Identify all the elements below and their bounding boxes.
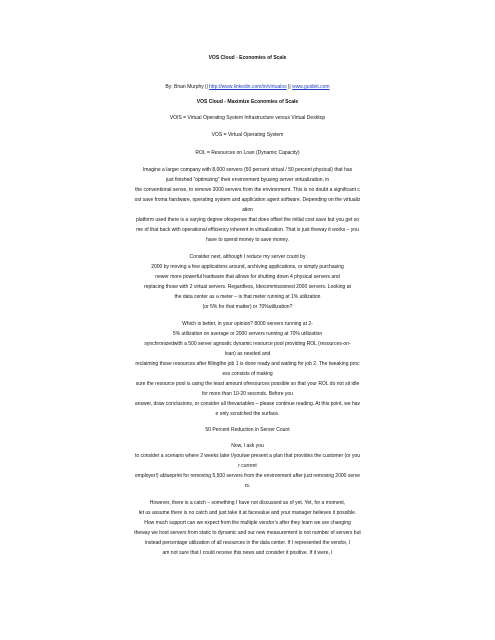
paragraph1-line: have to spend money to save money. [206, 237, 289, 243]
paragraph3-line: e only scratched the surface. [215, 411, 280, 417]
paragraph5-line: instead percentage utilization of all resources in the data center. If I represented the vendor, I [144, 540, 351, 546]
paragraph1-line: me of that back with operational efficiency inherent in virtualization. That is just theway it works – you [136, 227, 359, 233]
paragraph2-line: replacing those with 2 virtual servers. Regardless, Idecommissioned 2000 servers. Looking at [144, 284, 351, 290]
byline-separator: || [286, 84, 293, 90]
paragraph4-line: rs. [244, 483, 251, 489]
paragraph2-line: Consider next, although I reduce my server count by [189, 254, 306, 260]
paragraph3-line: 5% utilization on average or 2000 servers running at 70% utilization [172, 331, 323, 337]
paragraph4-line: to consider a scenario where 2 weeks later I/you/we present a plan that provides the customer (or you [134, 453, 361, 459]
definition-rol: ROL = Resources on Loan (Dynamic Capacity) [195, 150, 300, 156]
paragraph2-line: (or 5% for that matter) or 70%utilization? [202, 304, 293, 310]
paragraph5-line: How much support can we expect from the multiple vendor’s after they learn we are changing [144, 520, 351, 526]
byline-prefix: By: Brian Murphy || [165, 84, 210, 90]
paragraph3-line: answer, draw conclusions, or consider all thevariables – please continue reading. At this point, we hav [134, 401, 361, 407]
header-title: VOS Cloud - Economies of Scale [208, 55, 287, 61]
definition-vois: VOIS = Virtual Operating System Infrastructure versus Virtual Desktop [169, 115, 326, 121]
paragraph3-line: Which is better, in your opinion? 8000 servers running at 2- [182, 321, 313, 327]
paragraph2-line: newer more powerful hardware that allows for shutting down 4 physical servers and [155, 274, 340, 280]
paragraph3-line: reclaiming those resources after fillingthe job 1 is done ready and waiting for job 2. The tweaking proc [135, 361, 360, 367]
paragraph4-line: employer!) ablueprint for removing 5,500 servers from the environment after just removing 2000 serve [134, 473, 361, 479]
paragraph5-line: let us assume there is no catch and just take it at facevalue and your manager believes it possible. [138, 510, 357, 516]
paragraph5-line: However, there is a catch – something I have not discussed as of yet. Yet, for a moment, [149, 500, 346, 506]
paragraph4-line: Now, I ask you [231, 443, 264, 449]
definition-vos: VOS = Virtual Operating System [211, 132, 284, 138]
paragraph3-line: for more than 10-20 seconds. Before you [202, 391, 293, 397]
guideit-link[interactable]: www.guideit.com [292, 84, 330, 90]
paragraph3-line: synchronizedwith a 500 server agnostic dynamic resource pool providing ROL (resources-on- [144, 341, 351, 347]
paragraph5-line: theway we host servers from static to dynamic and our new measurement is not number of servers but [134, 530, 361, 536]
document-title: VOS Cloud - Maximize Economies of Scale [196, 99, 299, 105]
paragraph3-line: ess consists of making [222, 371, 273, 377]
section-heading: 50 Percent Reduction in Server Count [205, 427, 290, 433]
linkedin-link[interactable]: http://www.linkedin.com/in/virtualos [209, 84, 287, 90]
paragraph3-line: sure the resource pool is using the least amount ofresources possible so that your ROL do not sit idle [135, 381, 360, 387]
paragraph1-line: just finished “optimizing” their environment byusing server virtualization, in [165, 177, 330, 183]
paragraph1-line: Imagine a larger company with 8,000 servers (50 percent virtual / 50 percent physical) that has [142, 167, 353, 173]
paragraph2-line: 2000 by moving a few applications around, archiving applications, or simply purchasing [151, 264, 344, 270]
paragraph1-line: platform used there is a varying degree ofexpense that does offset the initial cost save but you get so [135, 217, 360, 223]
paragraph1-line: the conventional sense, to remove 2000 servers from the environment. This is no doubt a significant c [135, 187, 360, 193]
paragraph5-line: am not sure that I could receive this news and consider it positive. If it were, I [162, 550, 333, 556]
byline [0, 83, 495, 92]
paragraph3-line: loan) as needed and [224, 351, 271, 357]
paragraph4-line: r current [238, 463, 257, 469]
paragraph1-line: ation [242, 207, 253, 213]
paragraph2-line: the data center as a meter – is that meter running at 1% utilization [174, 294, 321, 300]
paragraph1-line: ost save froma hardware, operating system and application agent software. Depending on the virtualiz [134, 197, 361, 203]
